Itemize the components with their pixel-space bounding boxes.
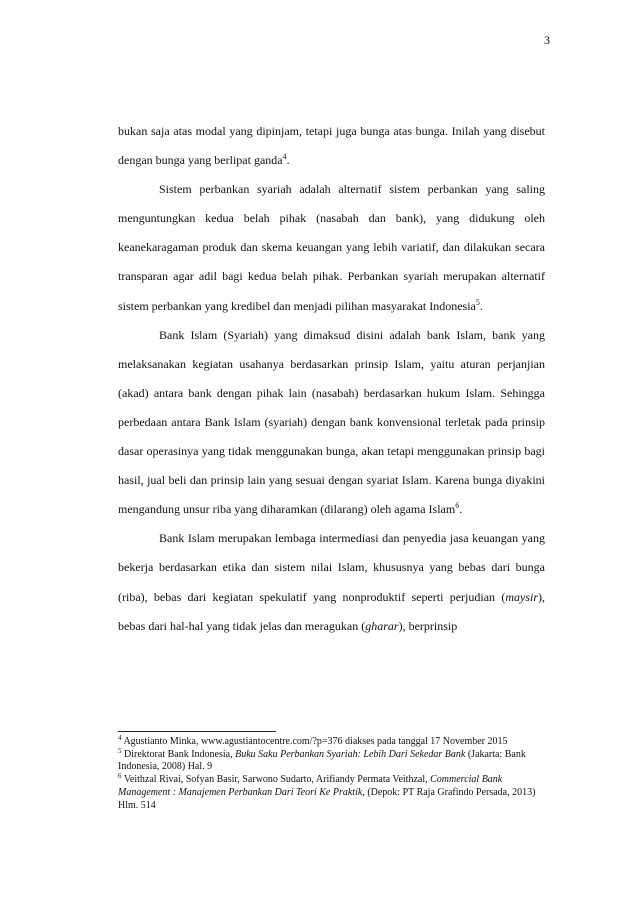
paragraph-bank-islam-intermediary xyxy=(118,524,545,640)
footnotes xyxy=(118,736,545,812)
footnote-separator xyxy=(118,731,276,732)
paragraph-continuation xyxy=(118,117,545,175)
footnote-number: 5 xyxy=(118,746,122,755)
footnote-number: 6 xyxy=(118,772,122,781)
italic-term-gharar: gharar xyxy=(365,618,399,633)
paragraph-end: . xyxy=(459,502,463,517)
paragraph-text: Sistem perbankan syariah adalah alternatif sistem perbankan yang saling menguntungkan kedua belah pihak (nasabah dan bank), yang didukung oleh keanekaragaman produk dan skema keuangan yang lebih variatif, dan dilakukan secara transparan agar adil bagi kedua belah pihak. Perbankan syariah merupakan alternatif sistem perbankan yang kredibel dan menjadi pilihan masyarakat Indonesia xyxy=(118,182,545,313)
footnote-text: (Depok: PT Raja Grafindo Persada, 2013) Hlm. 514 xyxy=(118,786,536,811)
footnote-number: 4 xyxy=(118,734,122,742)
paragraph-text-part: ), bebas dari hal-hal yang tidak jelas dan meragukan ( xyxy=(118,589,545,633)
paragraph-text: Bank Islam (Syariah) yang dimaksud disini adalah bank Islam, bank yang melaksanakan kegiatan usahanya berdasarkan prinsip Islam, yaitu aturan perjanjian (akad) antara bank dengan pihak lain (nasabah) berdasarkan hukum Islam. Sehingga perbedaan antara Bank Islam (syariah) dengan bank konvensional terletak pada prinsip dasar operasinya yang tidak menggunakan bunga, akan tetapi menggunakan prinsip bagi hasil, jual beli dan prinsip lain yang sesuai dengan syariat Islam. Karena bunga diyakini mengandung unsur riba yang diharamkan (dilarang) oleh agama Islam xyxy=(118,327,545,517)
paragraph-text-part: ), berprinsip xyxy=(398,618,458,633)
footnote-book-title: Buku Saku Perbankan Syariah: Lebih Dari Sekedar Bank xyxy=(235,748,466,760)
footnote-reference: 5 xyxy=(475,297,480,307)
body-text xyxy=(118,117,545,641)
paragraph-bank-islam-definition xyxy=(118,321,545,525)
footnote-text: (Jakarta: Bank Indonesia, 2008) Hal. 9 xyxy=(118,748,526,773)
footnote-book-title: Commercial Bank Management : Manajemen Perbankan Dari Teori Ke Praktik, xyxy=(118,774,503,798)
paragraph-end: . xyxy=(479,298,483,313)
footnote-6 xyxy=(118,774,545,812)
paragraph-text-part: Bank Islam merupakan lembaga intermediasi dan penyedia jasa keuangan yang bekerja berdasarkan etika dan sistem nilai Islam, khususnya yang bebas dari bunga (riba), bebas dari kegiatan spekulatif yang nonproduktif seperti perjudian ( xyxy=(118,531,545,604)
footnote-reference: 4 xyxy=(282,152,287,162)
paragraph-end: . xyxy=(286,153,290,168)
footnote-reference: 6 xyxy=(455,501,460,511)
footnote-4 xyxy=(118,736,545,749)
footnote-text: Direktorat Bank Indonesia, xyxy=(121,748,236,760)
footnote-5 xyxy=(118,746,545,774)
footnote-text: Veithzal Rivai, Sofyan Basir, Sarwono Sudarto, Arifiandy Permata Veithzal, xyxy=(121,774,431,786)
paragraph-text: bukan saja atas modal yang dipinjam, tetapi juga bunga atas bunga. Inilah yang disebut dengan bunga yang berlipat ganda xyxy=(118,124,545,168)
page-number: 3 xyxy=(544,33,550,47)
paragraph-sistem-perbankan xyxy=(118,175,545,320)
italic-term-maysir: maysir xyxy=(505,589,538,604)
footnote-text: Agustianto Minka, www.agustiantocentre.com/?p=376 diakses pada tanggal 17 November 2015 xyxy=(121,736,508,747)
